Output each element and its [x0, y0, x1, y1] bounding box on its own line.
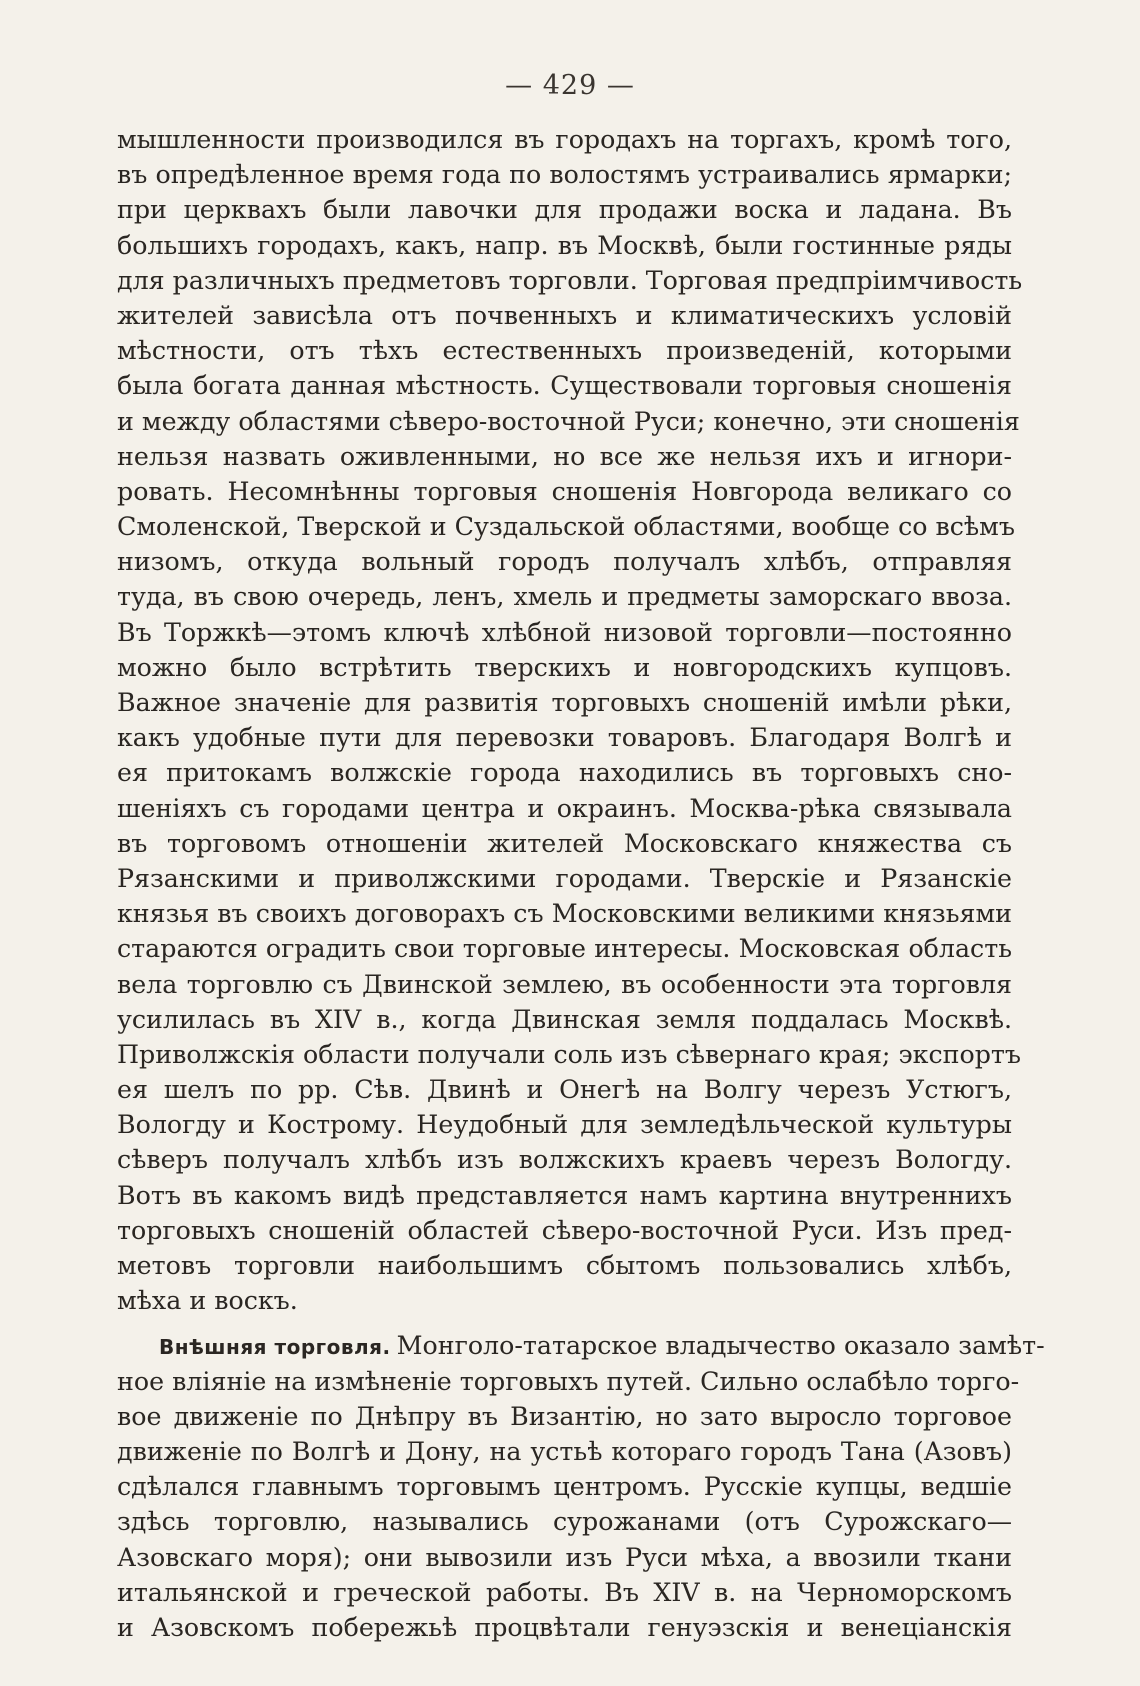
text-line: въ опредѣленное время года по волостямъ устраивались ярмарки; — [117, 160, 1012, 190]
text-line: метовъ торговли наибольшимъ сбытомъ пользовались хлѣбъ, — [117, 1251, 1012, 1280]
text-line: жителей зависѣла отъ почвенныхъ и климатическихъ условій — [117, 300, 1012, 330]
text-line: нельзя назвать оживленными, но все же нельзя ихъ и игнори- — [117, 441, 1012, 471]
text-line: Вотъ въ какомъ видѣ представляется намъ картина внутреннихъ — [117, 1180, 1012, 1210]
text-line: большихъ городахъ, какъ, напр. въ Москвѣ, были гостинные ряды — [117, 230, 1012, 260]
text-line: при церквахъ были лавочки для продажи воска и ладана. Въ — [117, 195, 1012, 225]
text-line: Азовскаго моря); они вывозили изъ Руси мѣха, а ввозили ткани — [117, 1542, 1012, 1572]
text-line: стараются оградить свои торговые интересы. Московская область — [117, 934, 1012, 964]
text-line: Въ Торжкѣ—этомъ ключѣ хлѣбной низовой торговли—постоянно — [117, 617, 1012, 647]
text-line: торговыхъ сношеній областей сѣверо-восточной Руси. Изъ пред- — [117, 1215, 1012, 1245]
text-line: Вологду и Кострому. Неудобный для земледѣльческой культуры — [117, 1110, 1012, 1140]
paragraph-internal-trade — [117, 122, 1023, 1318]
text-line: сѣверъ получалъ хлѣбъ изъ волжскихъ краевъ черезъ Вологду. — [117, 1145, 1012, 1175]
text-line: ея притокамъ волжскіе города находились въ торговыхъ сно- — [117, 758, 1012, 788]
text-line: ея шелъ по рр. Сѣв. Двинѣ и Онегѣ на Волгу черезъ Устюгъ, — [117, 1075, 1012, 1105]
text-line: можно было встрѣтить тверскихъ и новгородскихъ купцовъ. — [117, 652, 1012, 682]
text-line: туда, въ свою очередь, ленъ, хмель и предметы заморскаго ввоза. — [117, 582, 1012, 612]
body-text — [117, 122, 1045, 1645]
text-line: мѣстности, отъ тѣхъ естественныхъ произведеній, которыми — [117, 336, 1012, 366]
text-line: Приволжскія области получали соль изъ сѣвернаго края; экспортъ — [117, 1039, 1021, 1069]
text-line: и Азовскомъ побережьѣ процвѣтали генуэзскія и венеціанскія — [117, 1612, 1012, 1642]
text-line: Рязанскими и приволжскими городами. Тверскіе и Рязанскіе — [117, 863, 1012, 893]
text-line: низомъ, откуда вольный городъ получалъ хлѣбъ, отправляя — [117, 547, 1012, 577]
text-line: мѣха и воскъ. — [117, 1286, 298, 1316]
section-heading: Внѣшняя торговля. — [159, 1335, 391, 1360]
text-line: ровать. Несомнѣнны торговыя сношенія Новгорода великаго со — [117, 476, 1012, 506]
text-line: вела торговлю съ Двинской землею, въ особенности эта торговля — [117, 969, 1012, 999]
page-number: — 429 — — [505, 70, 635, 101]
text-line — [117, 1328, 1045, 1363]
text-line: для различныхъ предметовъ торговли. Торговая предпріимчивость — [117, 265, 1023, 295]
text-line: итальянской и греческой работы. Въ XIV в. на Черноморскомъ — [117, 1577, 1012, 1607]
text-line: и между областями сѣверо-восточной Руси; конечно, эти сношенія — [117, 406, 1020, 436]
text-line: ное вліяніе на измѣненіе торговыхъ путей. Сильно ослабѣло торго- — [117, 1366, 1020, 1396]
text-line: мышленности производился въ городахъ на торгахъ, кромѣ того, — [117, 125, 1012, 154]
text-line: Смоленской, Тверской и Суздальской областями, вообще со всѣмъ — [117, 512, 1015, 542]
text-line: была богата данная мѣстность. Существовали торговыя сношенія — [117, 371, 1012, 401]
heading-line-text: Монголо-татарское владычество оказало замѣт- — [396, 1331, 1045, 1361]
paragraph-external-trade — [117, 1328, 1045, 1645]
text-line: въ торговомъ отношеніи жителей Московскаго княжества съ — [117, 828, 1012, 858]
text-line: усилилась въ XIV в., когда Двинская земля поддалась Москвѣ. — [117, 1004, 1012, 1034]
text-line: какъ удобные пути для перевозки товаровъ. Благодаря Волгѣ и — [117, 723, 1012, 753]
text-line: сдѣлался главнымъ торговымъ центромъ. Русскіе купцы, ведшіе — [117, 1472, 1012, 1502]
text-line: Важное значеніе для развитія торговыхъ сношеній имѣли рѣки, — [117, 688, 1012, 717]
text-line: князья въ своихъ договорахъ съ Московскими великими князьями — [117, 899, 1012, 929]
text-line: шеніяхъ съ городами центра и окраинъ. Москва-рѣка связывала — [117, 793, 1012, 823]
text-line: вое движеніе по Днѣпру въ Византію, но зато выросло торговое — [117, 1401, 1012, 1431]
text-line: движеніе по Волгѣ и Дону, на устьѣ котораго городъ Тана (Азовъ) — [117, 1436, 1012, 1466]
text-line: здѣсь торговлю, назывались сурожанами (отъ Сурожскаго— — [117, 1507, 1012, 1537]
